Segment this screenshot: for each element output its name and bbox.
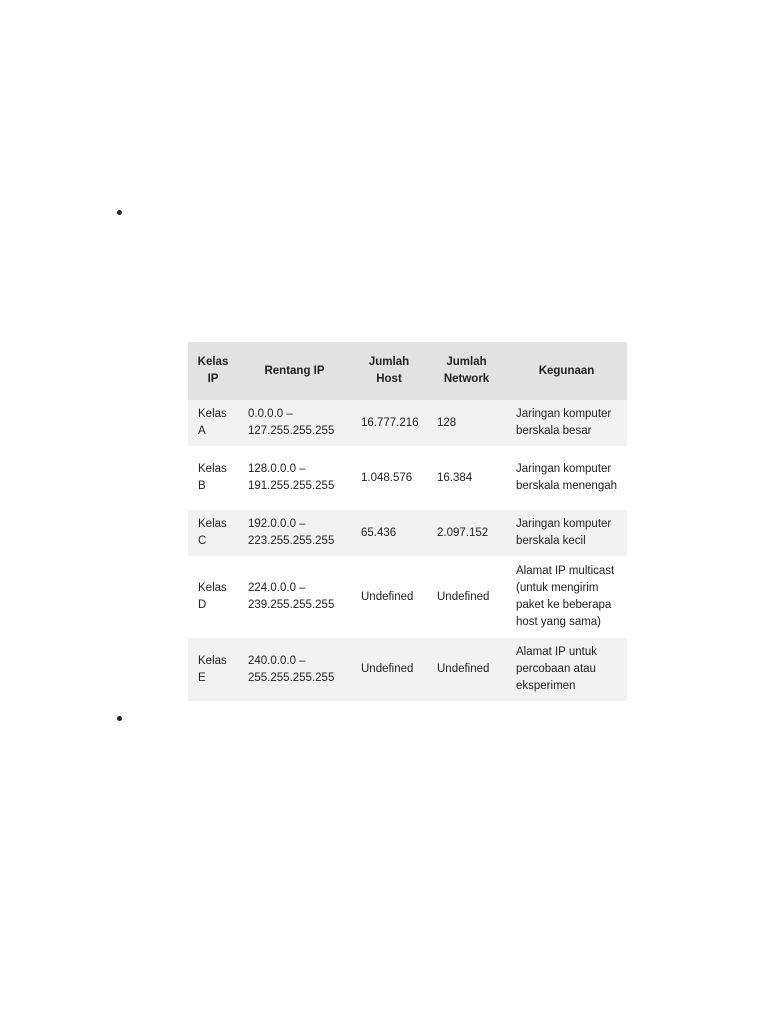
cell-rentang: 192.0.0.0 – 223.255.255.255 xyxy=(238,510,351,556)
table-row xyxy=(188,446,627,510)
cell-network: Undefined xyxy=(427,638,506,701)
cell-host: Undefined xyxy=(351,638,427,701)
header-jumlah-host: Jumlah Host xyxy=(351,342,427,400)
table-row xyxy=(188,400,627,446)
cell-host: 1.048.576 xyxy=(351,446,427,510)
cell-kelas: Kelas D xyxy=(188,556,238,638)
cell-host: 65.436 xyxy=(351,510,427,556)
header-jumlah-network: Jumlah Network xyxy=(427,342,506,400)
cell-kegunaan: Jaringan komputer berskala menengah xyxy=(506,446,627,510)
cell-kelas: Kelas C xyxy=(188,510,238,556)
cell-kelas: Kelas A xyxy=(188,400,238,446)
cell-network: Undefined xyxy=(427,556,506,638)
table-row xyxy=(188,638,627,701)
cell-kegunaan: Jaringan komputer berskala besar xyxy=(506,400,627,446)
cell-host: 16.777.216 xyxy=(351,400,427,446)
table-header-row xyxy=(188,342,627,400)
cell-rentang: 128.0.0.0 – 191.255.255.255 xyxy=(238,446,351,510)
table-row xyxy=(188,510,627,556)
cell-network: 16.384 xyxy=(427,446,506,510)
cell-network: 128 xyxy=(427,400,506,446)
cell-kelas: Kelas B xyxy=(188,446,238,510)
cell-kegunaan: Alamat IP multicast (untuk mengirim paket ke beberapa host yang sama) xyxy=(506,556,627,638)
cell-kegunaan: Alamat IP untuk percobaan atau eksperimen xyxy=(506,638,627,701)
cell-network: 2.097.152 xyxy=(427,510,506,556)
cell-rentang: 0.0.0.0 – 127.255.255.255 xyxy=(238,400,351,446)
list-bullet xyxy=(117,210,122,215)
cell-host: Undefined xyxy=(351,556,427,638)
header-kelas-ip: Kelas IP xyxy=(188,342,238,400)
header-kegunaan: Kegunaan xyxy=(506,342,627,400)
cell-rentang: 224.0.0.0 – 239.255.255.255 xyxy=(238,556,351,638)
list-bullet xyxy=(117,716,122,721)
ip-class-table xyxy=(188,342,627,701)
cell-rentang: 240.0.0.0 – 255.255.255.255 xyxy=(238,638,351,701)
table-row xyxy=(188,556,627,638)
cell-kelas: Kelas E xyxy=(188,638,238,701)
header-rentang-ip: Rentang IP xyxy=(238,342,351,400)
cell-kegunaan: Jaringan komputer berskala kecil xyxy=(506,510,627,556)
